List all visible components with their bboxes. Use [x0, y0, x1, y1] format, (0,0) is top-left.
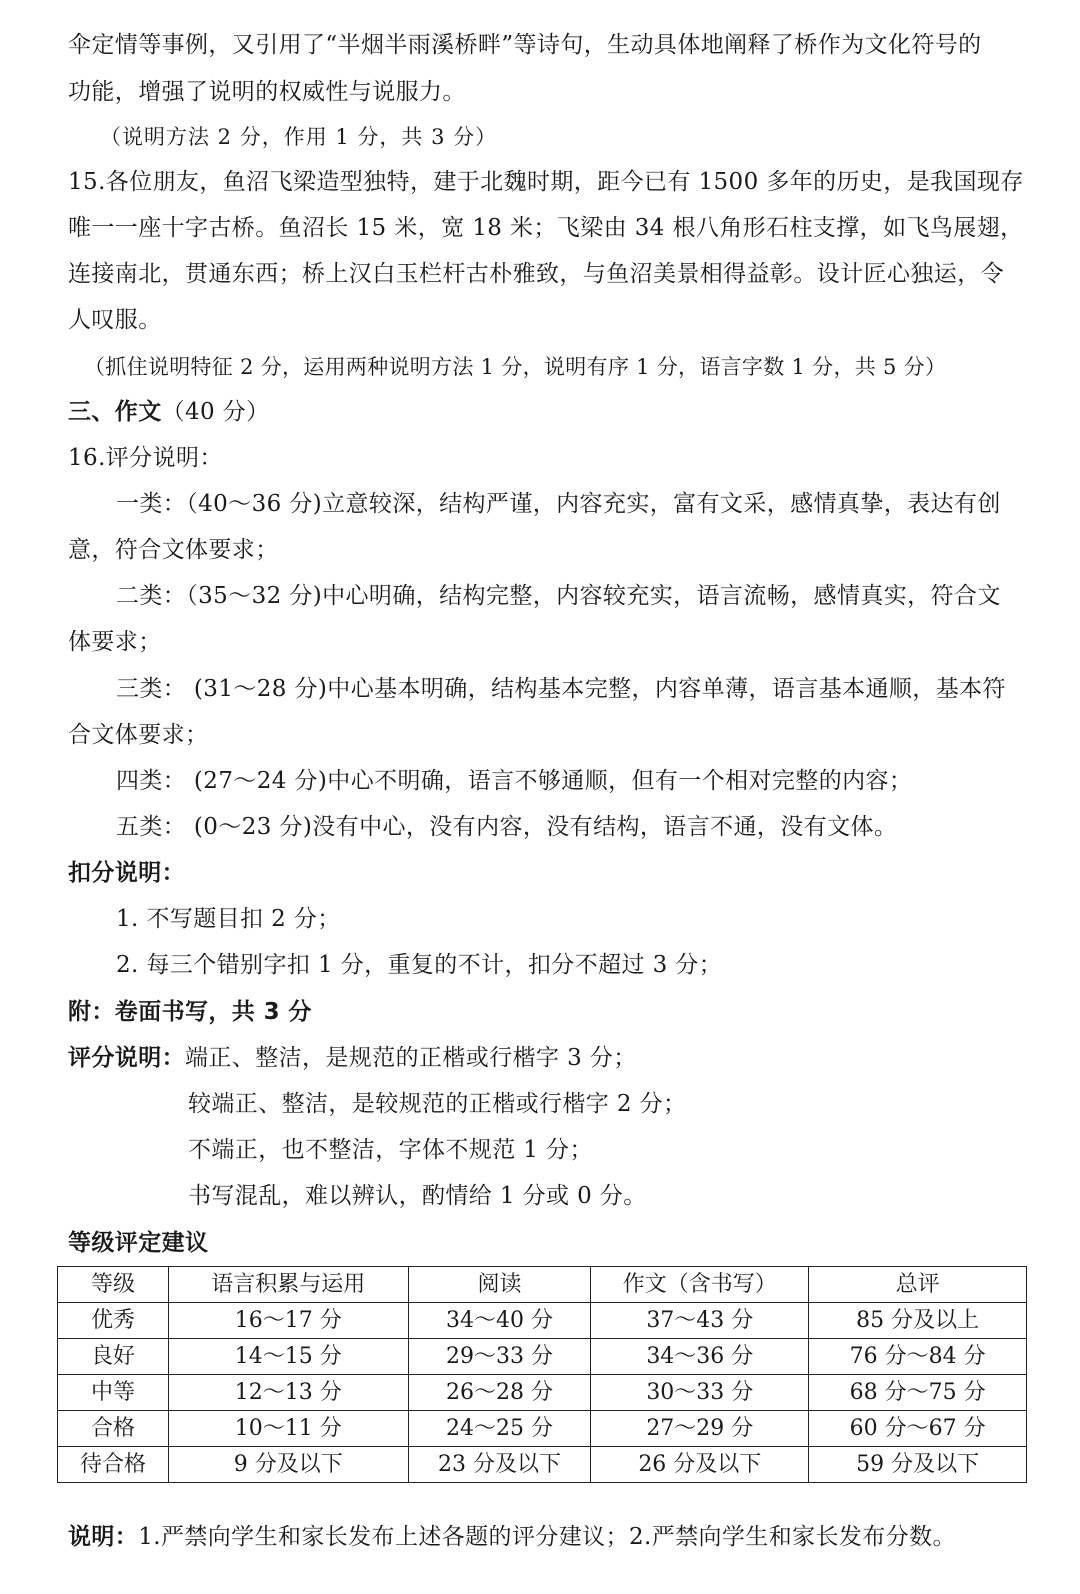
- paragraph-line: 合文体要求；: [68, 722, 209, 748]
- paragraph-line: 16.评分说明：: [68, 445, 223, 471]
- paragraph-line: 五类： (0～23 分)没有中心，没有内容，没有结构，语言不通，没有文体。: [116, 814, 898, 840]
- table-header: 阅读: [408, 1267, 591, 1303]
- paragraph-line: 二类：（35～32 分)中心明确，结构完整，内容较充实，语言流畅，感情真实，符合文: [116, 583, 1001, 609]
- table-cell: 优秀: [58, 1303, 169, 1339]
- table-cell: 27～29 分: [591, 1411, 809, 1447]
- table-cell: 85 分及以上: [809, 1303, 1027, 1339]
- table-header: 作文（含书写）: [591, 1267, 809, 1303]
- scoring-note: （说明方法 2 分，作用 1 分，共 3 分）: [100, 125, 498, 149]
- table-row: [58, 1339, 1027, 1375]
- deduction-item: 2. 每三个错别字扣 1 分，重复的不计，扣分不超过 3 分；: [116, 952, 723, 978]
- paragraph-line: 四类： (27～24 分)中心不明确，语言不够通顺，但有一个相对完整的内容；: [116, 768, 913, 794]
- table-cell: 76 分～84 分: [809, 1339, 1027, 1375]
- paragraph-line: 15.各位朋友，鱼沼飞梁造型独特，建于北魏时期，距今已有 1500 多年的历史，是我国现存: [68, 169, 1024, 195]
- table-cell: 24～25 分: [408, 1411, 591, 1447]
- table-cell: 34～40 分: [408, 1303, 591, 1339]
- paragraph-line: 唯一一座十字古桥。鱼沼长 15 米，宽 18 米；飞梁由 34 根八角形石柱支撑，如飞鸟展翅，: [68, 215, 1024, 241]
- table-row: [58, 1303, 1027, 1339]
- paragraph-line: 伞定情等事例，又引用了“半烟半雨溪桥畔”等诗句，生动具体地阐释了桥作为文化符号的: [68, 32, 982, 58]
- table-header: 语言积累与运用: [168, 1267, 408, 1303]
- handwriting-heading: 附：卷面书写，共 3 分: [68, 999, 312, 1025]
- handwriting-criteria: [68, 1043, 637, 1073]
- scoring-note: （抓住说明特征 2 分，运用两种说明方法 1 分，说明有序 1 分，语言字数 1 分，共 5 分）: [84, 355, 947, 379]
- footer-label: 说明：: [68, 1524, 139, 1550]
- table-cell: 26 分及以下: [591, 1447, 809, 1483]
- table-cell: 9 分及以下: [168, 1447, 408, 1483]
- paragraph-line: 人叹服。: [68, 307, 162, 333]
- paragraph-line: 连接南北，贯通东西；桥上汉白玉栏杆古朴雅致，与鱼沼美景相得益彰。设计匠心独运，令: [68, 261, 1004, 287]
- table-cell: 37～43 分: [591, 1303, 809, 1339]
- paragraph-line: 体要求；: [68, 629, 162, 655]
- table-cell: 23 分及以下: [408, 1447, 591, 1483]
- table-cell: 良好: [58, 1339, 169, 1375]
- table-cell: 30～33 分: [591, 1375, 809, 1411]
- table-cell: 16～17 分: [168, 1303, 408, 1339]
- deduction-item: 1. 不写题目扣 2 分；: [116, 906, 341, 932]
- handwriting-criteria: 书写混乱，难以辨认，酌情给 1 分或 0 分。: [188, 1183, 647, 1209]
- grade-table: [57, 1266, 1027, 1483]
- handwriting-criteria: 较端正、整洁，是较规范的正楷或行楷字 2 分；: [188, 1091, 687, 1117]
- table-cell: 68 分～75 分: [809, 1375, 1027, 1411]
- criteria-text: 端正、整洁，是规范的正楷或行楷字 3 分；: [185, 1045, 637, 1071]
- criteria-label: 评分说明：: [68, 1045, 185, 1071]
- footer-note: [68, 1522, 956, 1552]
- table-row: [58, 1375, 1027, 1411]
- table-header: 等级: [58, 1267, 169, 1303]
- table-cell: 59 分及以下: [809, 1447, 1027, 1483]
- grade-table-title: 等级评定建议: [68, 1230, 209, 1256]
- table-row: [58, 1411, 1027, 1447]
- table-cell: 12～13 分: [168, 1375, 408, 1411]
- table-cell: 合格: [58, 1411, 169, 1447]
- paragraph-line: 一类：（40～36 分)立意较深，结构严谨，内容充实，富有文采，感情真挚，表达有创: [116, 491, 1001, 517]
- table-cell: 29～33 分: [408, 1339, 591, 1375]
- section-title: 三、作文: [68, 399, 162, 425]
- table-cell: 10～11 分: [168, 1411, 408, 1447]
- section-heading: [68, 397, 270, 427]
- table-cell: 中等: [58, 1375, 169, 1411]
- section-points: （40 分）: [161, 399, 270, 425]
- table-header-row: [58, 1267, 1027, 1303]
- footer-text: 1.严禁向学生和家长发布上述各题的评分建议；2.严禁向学生和家长发布分数。: [138, 1524, 956, 1550]
- table-cell: 60 分～67 分: [809, 1411, 1027, 1447]
- table-header: 总评: [809, 1267, 1027, 1303]
- handwriting-criteria: 不端正，也不整洁，字体不规范 1 分；: [188, 1137, 593, 1163]
- paragraph-line: 意，符合文体要求；: [68, 537, 279, 563]
- deduction-heading: 扣分说明：: [68, 860, 185, 886]
- table-cell: 34～36 分: [591, 1339, 809, 1375]
- table-cell: 14～15 分: [168, 1339, 408, 1375]
- paragraph-line: 三类： (31～28 分)中心基本明确，结构基本完整，内容单薄，语言基本通顺，基本符: [116, 676, 1006, 702]
- table-cell: 26～28 分: [408, 1375, 591, 1411]
- paragraph-line: 功能，增强了说明的权威性与说服力。: [68, 79, 466, 105]
- table-cell: 待合格: [58, 1447, 169, 1483]
- table-row: [58, 1447, 1027, 1483]
